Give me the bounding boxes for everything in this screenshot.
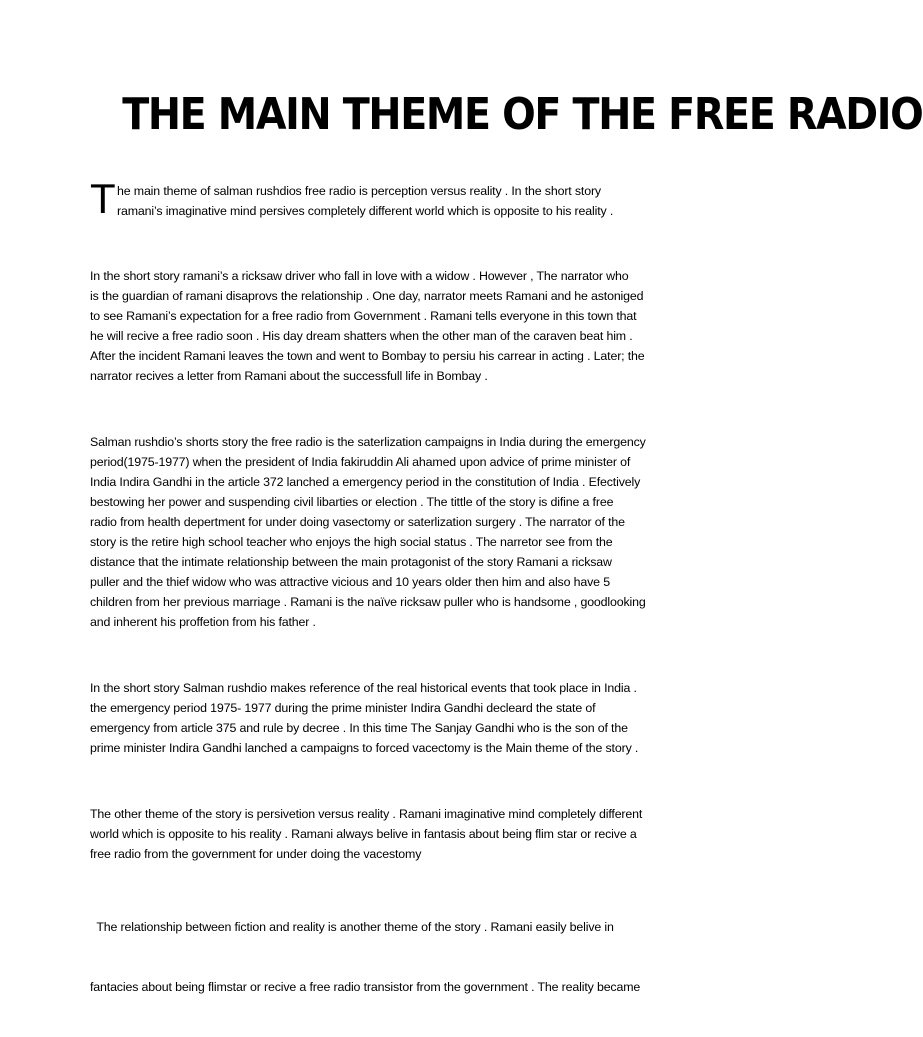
paragraph-line: period(1975-1977) when the president of India fakiruddin Ali ahamed upon advice of prime minister of: [90, 455, 631, 469]
paragraph-line: India Indira Gandhi in the article 372 lanched a emergency period in the constitution of India . Efectively: [90, 475, 641, 489]
paragraph-line: he will recive a free radio soon . His day dream shatters when the other man of the caraven beat him .: [90, 329, 633, 343]
paragraph-line: puller and the thief widow who was attractive vicious and 10 years older then him and also have 5: [90, 575, 610, 589]
paragraph-other-theme: [90, 804, 688, 864]
paragraph-line: bestowing her power and suspending civil libarties or election . The tittle of the story is difine a free: [90, 495, 614, 509]
paragraph-line: In the short story ramani’s a ricksaw driver who fall in love with a widow . However , The narrator who: [90, 269, 629, 283]
paragraph-line: narrator recives a letter from Ramani about the successfull life in Bombay .: [90, 369, 488, 383]
paragraph-line: prime minister Indira Gandhi lanched a campaigns to forced vacectomy is the Main theme of the story .: [90, 741, 639, 755]
paragraph-historical-context: [90, 432, 688, 632]
paragraph-line: After the incident Ramani leaves the town and went to Bombay to persiu his carrear in acting . Later; the: [90, 349, 645, 363]
paragraph-line: distance that the intimate relationship between the main protagonist of the story Ramani a ricksaw: [90, 555, 612, 569]
drop-cap: T: [90, 175, 116, 222]
paragraph-line: is the guardian of ramani disaprovs the relationship . One day, narrator meets Ramani and he astoniged: [90, 289, 644, 303]
intro-line: ramani’s imaginative mind persives completely different world which is opposite to his reality .: [117, 204, 614, 218]
paragraph-line: children from her previous marriage . Ramani is the naïve ricksaw puller who is handsome , goodlooking: [90, 595, 646, 609]
paragraph-line: world which is opposite to his reality . Ramani always belive in fantasis about being flim star or recive a: [90, 827, 637, 841]
document-title: THE MAIN THEME OF THE FREE RADIO: [122, 89, 923, 140]
paragraph-story-summary: [90, 266, 688, 386]
paragraph-line: The other theme of the story is persivetion versus reality . Ramani imaginative mind completely different: [90, 807, 643, 821]
paragraph-line: and inherent his proffetion from his father .: [90, 615, 316, 629]
intro-line: he main theme of salman rushdios free radio is perception versus reality . In the short story: [117, 184, 601, 198]
paragraph-line: free radio from the government for under doing the vacestomy: [90, 847, 422, 861]
paragraph-line: Salman rushdio’s shorts story the free radio is the saterlization campaigns in India during the emergency: [90, 435, 646, 449]
paragraph-historical-events: [90, 678, 688, 758]
paragraph-line: to see Ramani’s expectation for a free radio from Government . Ramani tells everyone in this town that: [90, 309, 637, 323]
paragraph-line: The relationship between fiction and reality is another theme of the story . Ramani easily belive in: [90, 920, 614, 934]
paragraph-line: fantacies about being flimstar or recive a free radio transistor from the government . The reality became: [90, 980, 641, 994]
paragraph-line: the emergency period 1975- 1977 during the prime minister Indira Gandhi decleard the state of: [90, 701, 596, 715]
paragraph-line: story is the retire high school teacher who enjoys the high social status . The narretor see from the: [90, 535, 613, 549]
paragraph-fiction-reality: [90, 877, 688, 1037]
paragraph-line: emergency from article 375 and rule by decree . In this time The Sanjay Gandhi who is the son of the: [90, 721, 628, 735]
paragraph-line: radio from health depertment for under doing vasectomy or saterlization surgery . The narrator of the: [90, 515, 625, 529]
intro-text: [117, 181, 687, 221]
paragraph-line: In the short story Salman rushdio makes reference of the real historical events that took place in India .: [90, 681, 637, 695]
